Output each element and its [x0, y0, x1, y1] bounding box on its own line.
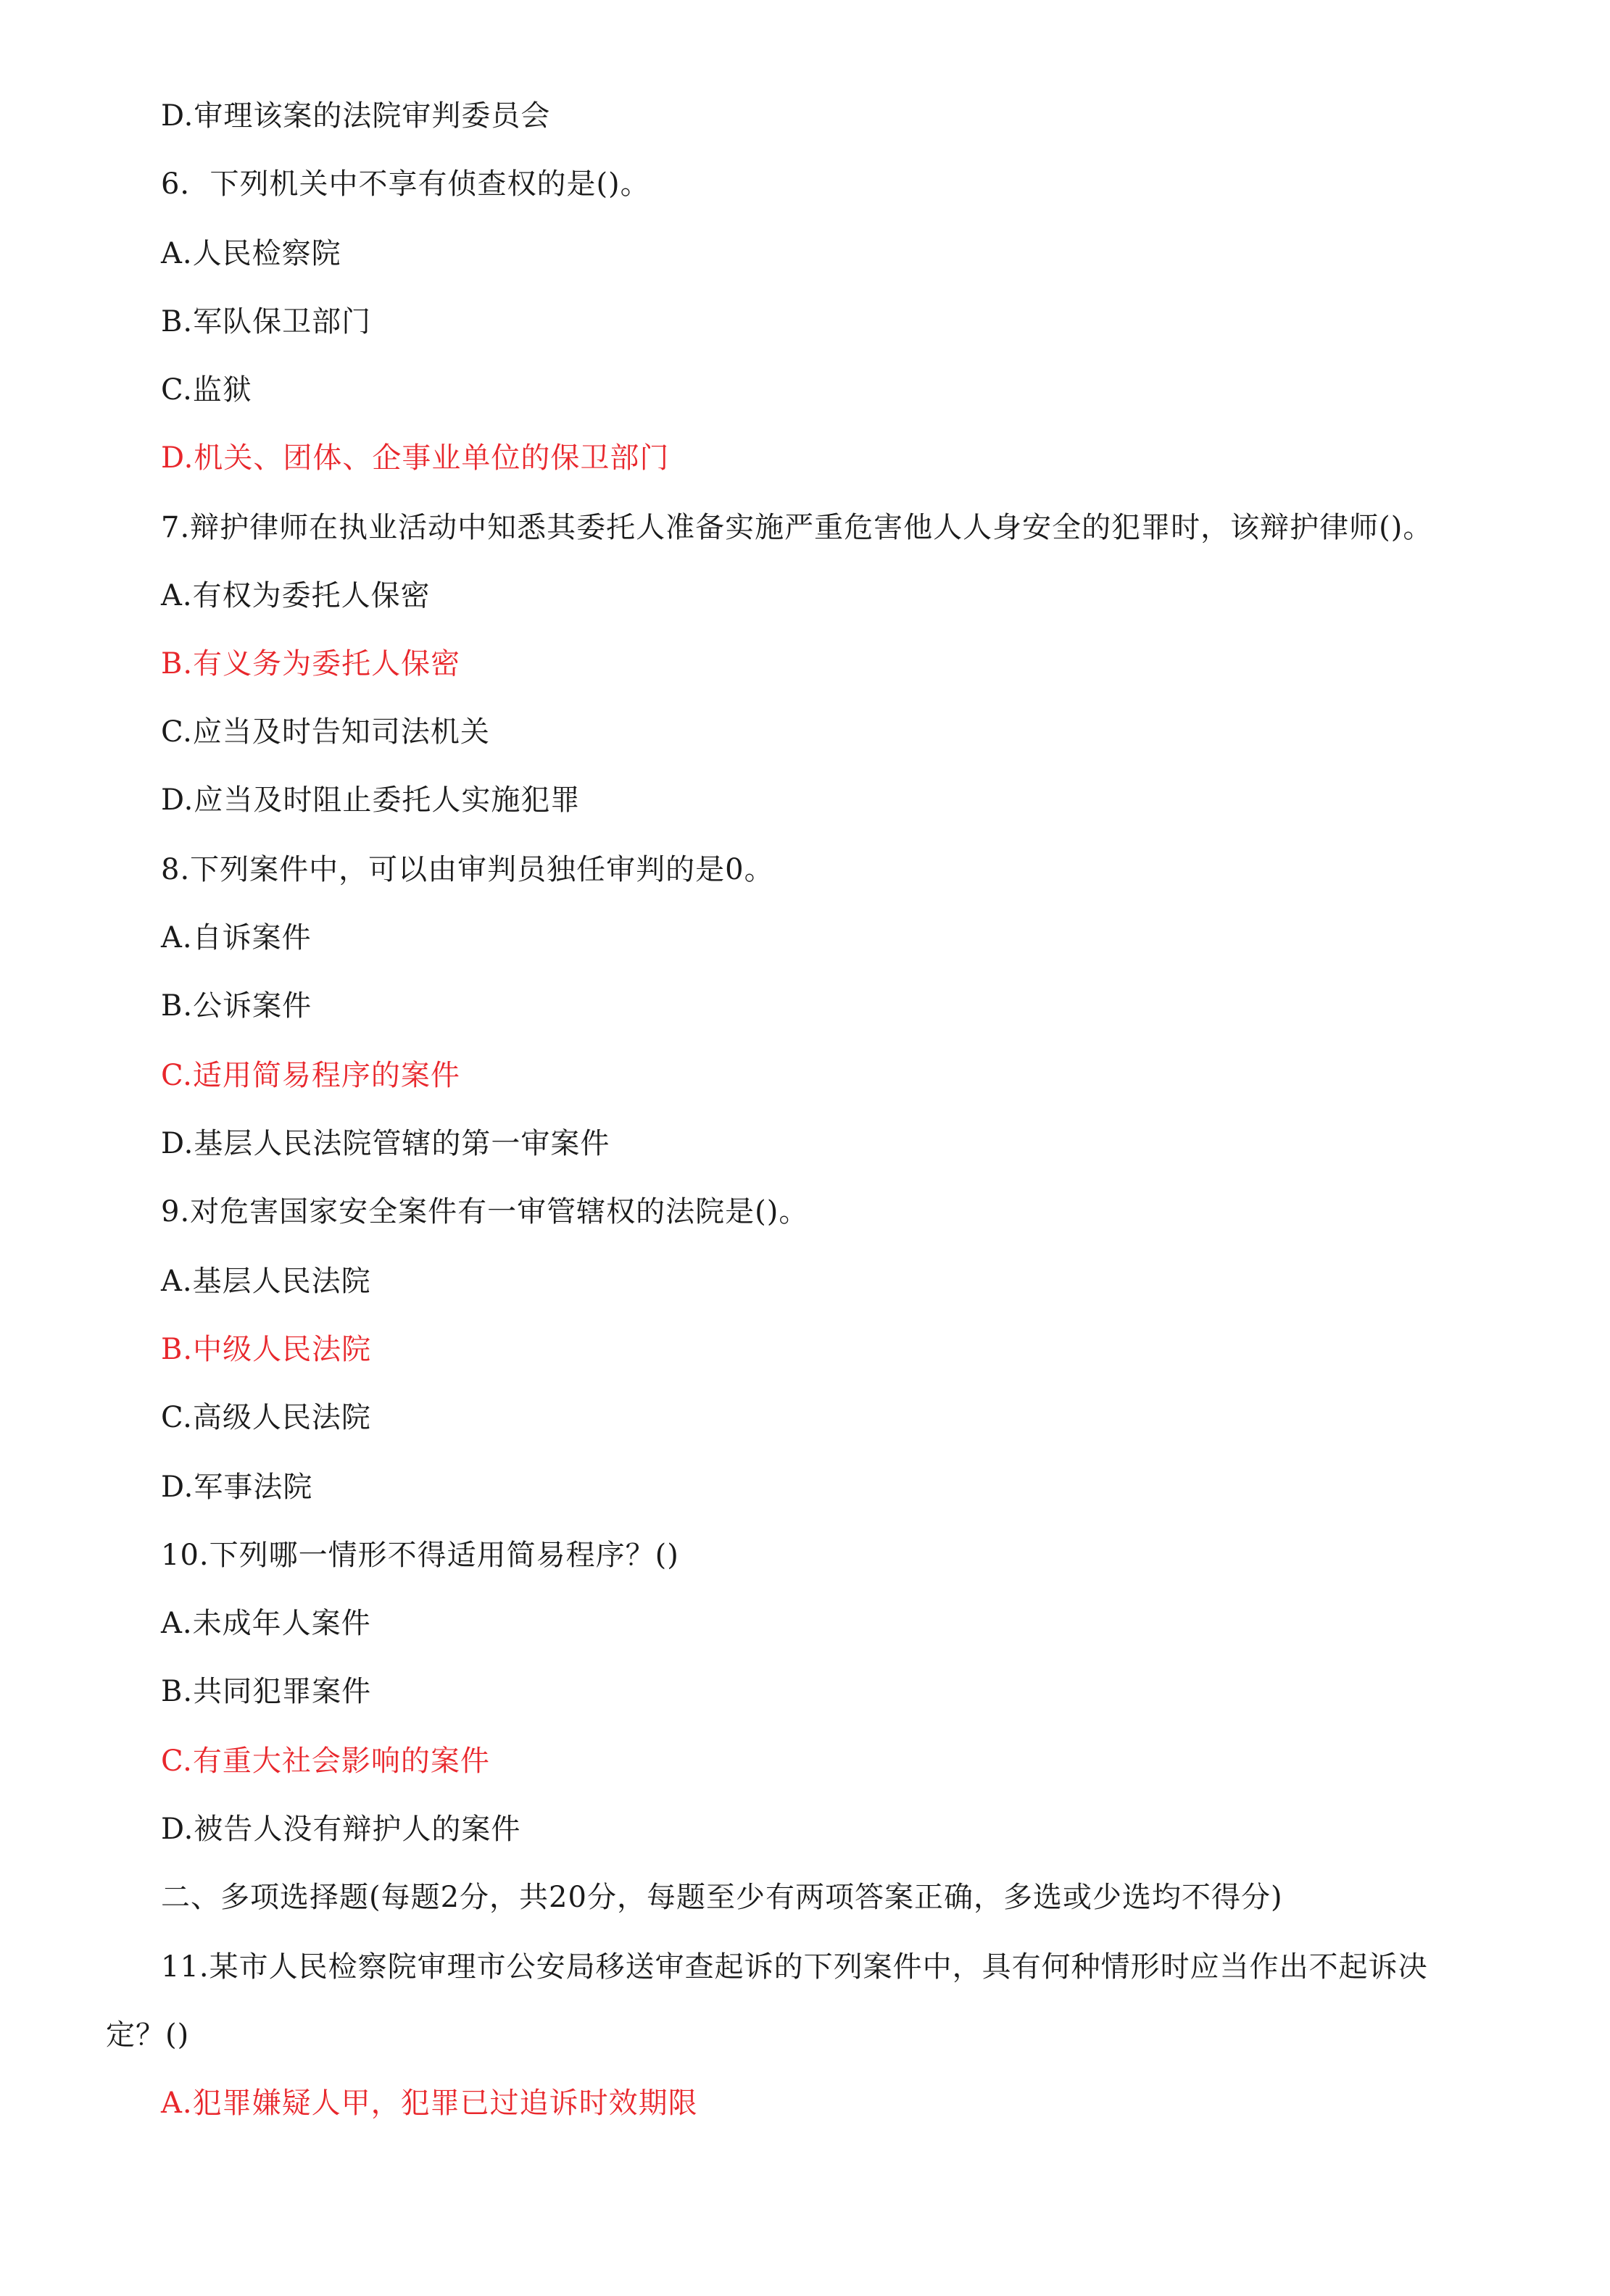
- section-heading-multiple-choice: 二、多项选择题(每题2分，共20分，每题至少有两项答案正确，多选或少选均不得分): [161, 1881, 1283, 1914]
- option-11a-answer: A.犯罪嫌疑人甲，犯罪已过追诉时效期限: [161, 2087, 698, 2120]
- question-8: 8.下列案件中，可以由审判员独任审判的是0。: [161, 853, 774, 886]
- option-6a: A.人民检察院: [161, 237, 341, 270]
- question-11-continuation: 定？(): [106, 2018, 190, 2052]
- option-8a: A.自诉案件: [161, 921, 312, 954]
- option-10c-answer: C.有重大社会影响的案件: [161, 1744, 490, 1778]
- question-9: 9.对危害国家安全案件有一审管辖权的法院是()。: [161, 1195, 809, 1228]
- option-7a: A.有权为委托人保密: [161, 579, 431, 612]
- option-6b: B.军队保卫部门: [161, 305, 372, 338]
- option-8b: B.公诉案件: [161, 989, 312, 1023]
- question-7: 7.辩护律师在执业活动中知悉其委托人准备实施严重危害他人人身安全的犯罪时，该辩护律师()。: [161, 511, 1433, 544]
- option-9a: A.基层人民法院: [161, 1265, 371, 1298]
- option-8c-answer: C.适用简易程序的案件: [161, 1059, 460, 1092]
- option-6d-answer: D.机关、团体、企事业单位的保卫部门: [161, 441, 670, 475]
- option-10d: D.被告人没有辩护人的案件: [161, 1813, 521, 1846]
- option-7c: C.应当及时告知司法机关: [161, 715, 490, 749]
- option-6c: C.监狱: [161, 373, 252, 407]
- option-9d: D.军事法院: [161, 1471, 313, 1504]
- question-10: 10.下列哪一情形不得适用简易程序？(): [161, 1539, 679, 1572]
- option-8d: D.基层人民法院管辖的第一审案件: [161, 1127, 610, 1160]
- option-7d: D.应当及时阻止委托人实施犯罪: [161, 783, 581, 817]
- question-6: 6．下列机关中不享有侦查权的是()。: [161, 167, 650, 201]
- option-9c: C.高级人民法院: [161, 1401, 371, 1434]
- question-11: 11.某市人民检察院审理市公安局移送审查起诉的下列案件中，具有何种情形时应当作出不起诉决: [161, 1950, 1428, 1984]
- option-7b-answer: B.有义务为委托人保密: [161, 647, 461, 681]
- option-10a: A.未成年人案件: [161, 1607, 371, 1640]
- option-9b-answer: B.中级人民法院: [161, 1333, 372, 1366]
- option-10b: B.共同犯罪案件: [161, 1675, 372, 1708]
- option-5d: D.审理该案的法院审判委员会: [161, 99, 551, 133]
